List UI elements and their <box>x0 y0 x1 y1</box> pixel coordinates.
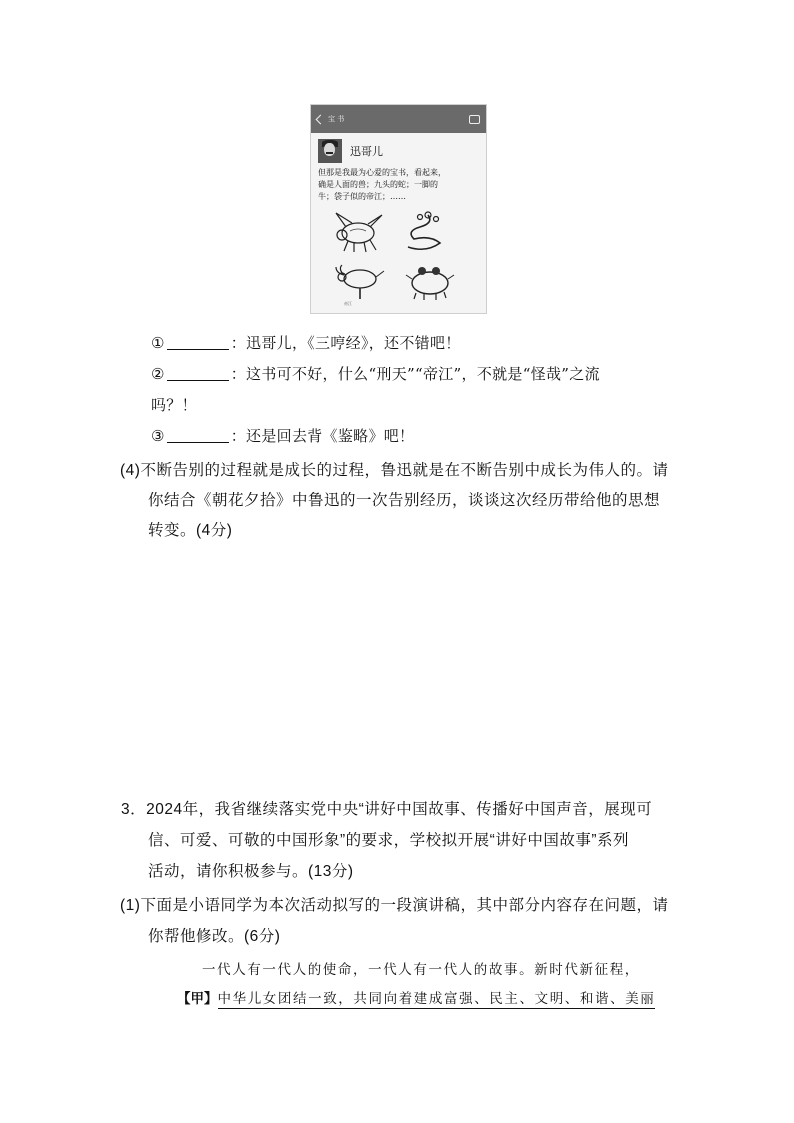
mythical-beast-sketches <box>318 207 479 307</box>
reply-2 <box>151 363 600 384</box>
reply-number: ③ <box>151 427 165 445</box>
q3-line: 信、可爱、可敬的中国形象”的要求，学校拟开展“讲好中国故事”系列 <box>148 832 629 849</box>
post-author: 迅哥儿 <box>350 145 383 158</box>
answer-area[interactable] <box>148 550 678 770</box>
q3-1-line: 你帮他修改。(6分) <box>148 928 281 945</box>
reply-3 <box>151 425 414 446</box>
reply-number: ② <box>151 365 165 383</box>
reply-text: ：迅哥儿，《三哼经》，还不错吧！ <box>230 334 461 352</box>
speech-line-1: 一代人有一代人的使命，一代人有一代人的故事。新时代新征程， <box>202 962 640 978</box>
reply-text: ：这书可不好，什么“刑天”“帝江”，不就是“怪哉”之流 <box>230 365 600 383</box>
reply-number: ① <box>151 334 165 352</box>
q4-line: (4)不断告别的过程就是成长的过程，鲁迅就是在不断告别中成长为伟人的。请 <box>120 462 669 479</box>
moments-post <box>311 133 486 307</box>
post-line: 确是人面的兽；九头的蛇；一脚的 <box>318 180 438 189</box>
post-line: 牛；袋子似的帝江；…… <box>318 192 406 201</box>
phone-header-title: 宝 书 <box>328 115 345 123</box>
reply-1 <box>151 332 461 353</box>
sketch-caption: 帝江 <box>344 301 352 306</box>
human-faced-beast-sketch <box>328 207 388 255</box>
underlined-sentence-jia: 中华儿女团结一致，共同向着建成富强、民主、文明、和谐、美丽 <box>217 991 656 1007</box>
q3-1-line: (1)下面是小语同学为本次活动拟写的一段演讲稿，其中部分内容存在问题，请 <box>120 897 669 914</box>
jia-marker: 【甲】 <box>177 991 218 1006</box>
nine-headed-snake-sketch <box>400 209 452 253</box>
one-legged-ox-sketch <box>332 259 388 301</box>
back-arrow-icon <box>316 114 326 124</box>
avatar <box>318 139 342 163</box>
dijiang-sack-sketch <box>402 261 458 301</box>
answer-blank[interactable] <box>167 366 229 381</box>
answer-blank[interactable] <box>167 335 229 350</box>
reply-2-continued: 吗？！ <box>151 396 197 414</box>
speech-line-2 <box>177 987 655 1007</box>
reply-text: ：还是回去背《鉴略》吧！ <box>230 427 415 445</box>
phone-nav-bar <box>311 105 486 133</box>
post-text <box>318 167 479 203</box>
answer-blank[interactable] <box>167 428 229 443</box>
q4-line: 转变。(4分) <box>148 522 233 539</box>
phone-screenshot <box>310 104 487 314</box>
post-line: 但那是我最为心爱的宝书，看起来， <box>318 168 446 177</box>
q4-line: 你结合《朝花夕拾》中鲁迅的一次告别经历，谈谈这次经历带给他的思想 <box>148 492 661 509</box>
q3-line: 3．2024年，我省继续落实党中央“讲好中国故事、传播好中国声音，展现可 <box>121 801 653 818</box>
camera-icon <box>469 115 480 124</box>
q3-line: 活动，请你积极参与。(13分) <box>148 863 354 880</box>
